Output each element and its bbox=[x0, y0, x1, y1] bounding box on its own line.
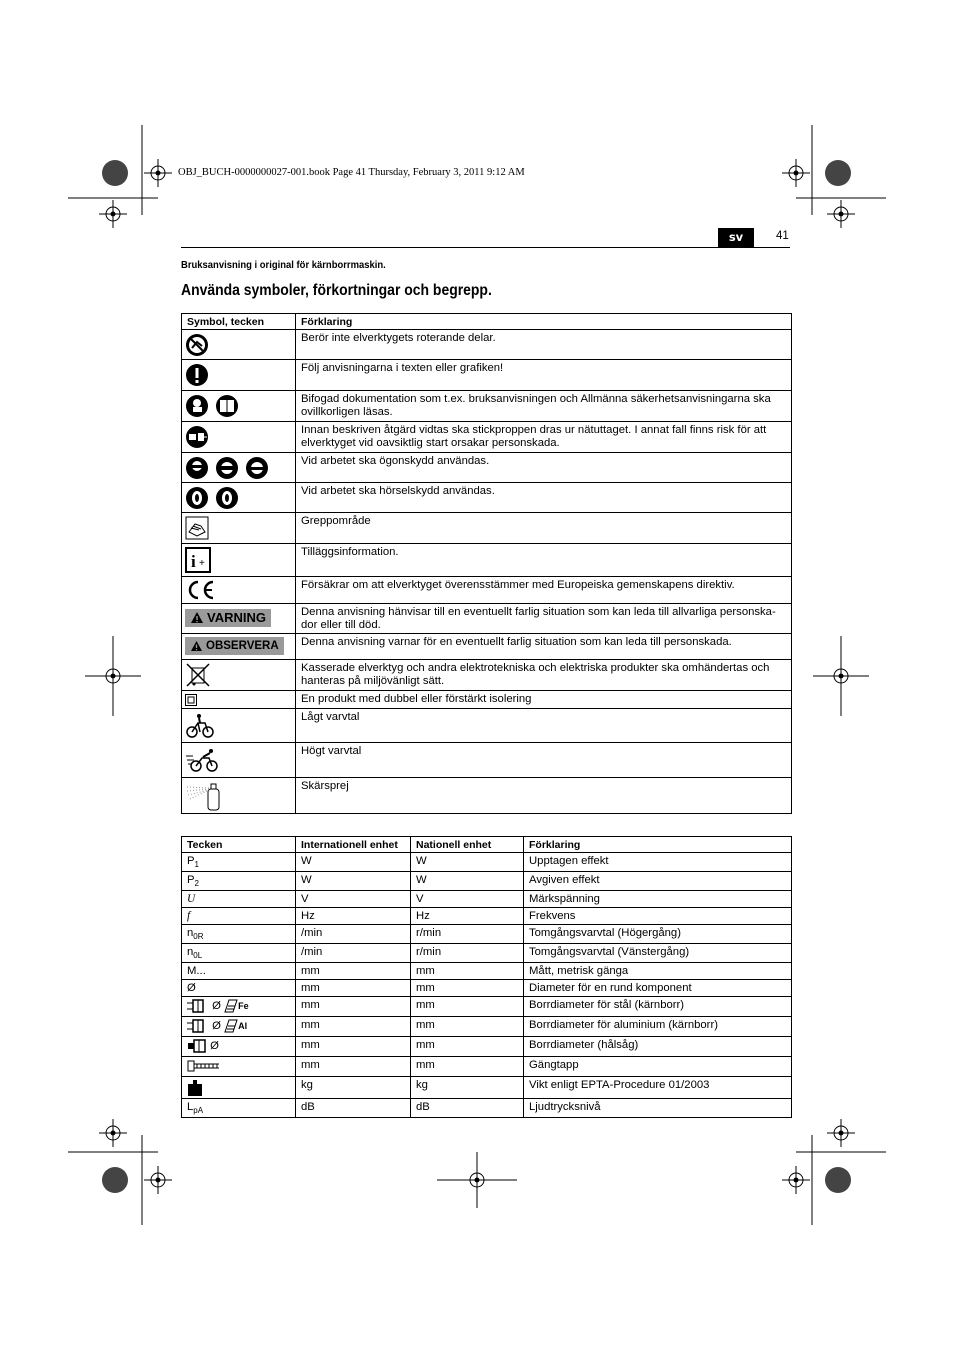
national-unit: kg bbox=[411, 1077, 524, 1099]
symbol-description: Greppområde bbox=[296, 513, 792, 544]
table-row bbox=[182, 709, 792, 743]
sign-subscript: 0R bbox=[193, 932, 204, 941]
sign: P bbox=[187, 874, 195, 886]
table-row bbox=[182, 944, 792, 963]
table-row bbox=[182, 743, 792, 778]
core-bit-icon bbox=[187, 999, 209, 1013]
unit-description: Upptagen effekt bbox=[524, 853, 792, 872]
symbol-description: Försäkrar om att elverktyget överensstämmer med Europeiska gemenskapens direktiv. bbox=[296, 577, 792, 604]
table-row bbox=[182, 778, 792, 814]
intl-unit: Hz bbox=[296, 908, 411, 925]
intl-unit: W bbox=[296, 853, 411, 872]
unit-description: Tomgångsvarvtal (Vänstergång) bbox=[524, 944, 792, 963]
unit-description: Borrdiameter (hålsåg) bbox=[524, 1037, 792, 1057]
intl-unit: mm bbox=[296, 1017, 411, 1037]
print-info: OBJ_BUCH-0000000027-001.book Page 41 Thursday, February 3, 2011 9:12 AM bbox=[178, 167, 525, 178]
unit-description: Borrdiameter för aluminium (kärnborr) bbox=[524, 1017, 792, 1037]
unit-description: Avgiven effekt bbox=[524, 872, 792, 891]
page-number: 41 bbox=[776, 230, 789, 242]
national-unit: mm bbox=[411, 1037, 524, 1057]
warning-label bbox=[185, 609, 271, 627]
table-row bbox=[182, 660, 792, 691]
symbol-description: Kasserade elverktyg och andra elektrotekniska och elektriska produkter ska omhändertas och hanteras på miljövänligt sätt. bbox=[296, 660, 792, 691]
table-row bbox=[182, 925, 792, 944]
column-header: Nationell enhet bbox=[411, 837, 524, 853]
national-unit: W bbox=[411, 872, 524, 891]
sign: P bbox=[187, 855, 195, 867]
unit-description: Frekvens bbox=[524, 908, 792, 925]
intl-unit: kg bbox=[296, 1077, 411, 1099]
unplug-icon bbox=[185, 425, 209, 449]
national-unit: mm bbox=[411, 1057, 524, 1077]
ear-protection-icon bbox=[185, 486, 241, 510]
document-subtitle: Bruksanvisning i original för kärnborrmaskin. bbox=[181, 259, 386, 271]
sign-subscript: 2 bbox=[194, 879, 199, 888]
national-unit: mm bbox=[411, 963, 524, 980]
intl-unit: dB bbox=[296, 1099, 411, 1118]
symbol-description: Denna anvisning varnar för en eventuellt farlig situation som kan leda till personskada. bbox=[296, 634, 792, 660]
unit-description: Diameter för en rund komponent bbox=[524, 980, 792, 997]
slow-bicycle-icon bbox=[185, 713, 215, 739]
table-row bbox=[182, 872, 792, 891]
national-unit: mm bbox=[411, 1017, 524, 1037]
column-header: Förklaring bbox=[296, 314, 792, 330]
table-row bbox=[182, 422, 792, 453]
table-row bbox=[182, 1057, 792, 1077]
caution-label-text: OBSERVERA bbox=[206, 639, 279, 652]
section-title: Använda symboler, förkortningar och begrepp. bbox=[181, 282, 492, 299]
unit-description: Ljudtrycksnivå bbox=[524, 1099, 792, 1118]
intl-unit: W bbox=[296, 872, 411, 891]
language-tab: sv bbox=[718, 228, 754, 247]
sign: Ø bbox=[212, 1019, 221, 1032]
core-bit-icon bbox=[187, 1019, 209, 1033]
sign: n bbox=[187, 927, 194, 939]
sign-subscript: pA bbox=[193, 1106, 204, 1115]
weight-icon bbox=[187, 1079, 203, 1097]
table-header-row bbox=[182, 314, 792, 330]
symbol-description: Vid arbetet ska ögonskydd användas. bbox=[296, 453, 792, 483]
grip-area-icon bbox=[185, 516, 209, 540]
intl-unit: /min bbox=[296, 925, 411, 944]
read-manual-icon bbox=[185, 394, 241, 418]
table-row bbox=[182, 963, 792, 980]
column-header: Internationell enhet bbox=[296, 837, 411, 853]
national-unit: r/min bbox=[411, 944, 524, 963]
svg-text:+: + bbox=[199, 558, 205, 569]
table-row bbox=[182, 604, 792, 634]
symbol-description: Denna anvisning hänvisar till en eventuellt farlig situation som kan leda till allvarliga personska-dor eller till död. bbox=[296, 604, 792, 634]
table-row bbox=[182, 691, 792, 709]
info-icon bbox=[185, 547, 211, 573]
aluminium-material-icon bbox=[224, 1019, 238, 1033]
intl-unit: V bbox=[296, 891, 411, 908]
tap-icon bbox=[187, 1059, 221, 1073]
symbol-description: Vid arbetet ska hörselskydd användas. bbox=[296, 483, 792, 513]
sign: f bbox=[187, 910, 191, 922]
table-row bbox=[182, 980, 792, 997]
symbol-description: Följ anvisningarna i texten eller grafiken! bbox=[296, 360, 792, 391]
national-unit: Hz bbox=[411, 908, 524, 925]
fast-bicycle-icon bbox=[185, 747, 219, 773]
symbol-description: En produkt med dubbel eller förstärkt isolering bbox=[296, 691, 792, 709]
table-row bbox=[182, 634, 792, 660]
sign: Ø bbox=[212, 999, 221, 1012]
steel-material-icon bbox=[224, 999, 238, 1013]
table-row bbox=[182, 577, 792, 604]
material-label: Al bbox=[238, 1020, 248, 1031]
unit-description: Vikt enligt EPTA-Procedure 01/2003 bbox=[524, 1077, 792, 1099]
symbol-description: Skärsprej bbox=[296, 778, 792, 814]
table-row bbox=[182, 997, 792, 1017]
warning-triangle-icon bbox=[190, 640, 203, 652]
unit-description: Märkspänning bbox=[524, 891, 792, 908]
table-row bbox=[182, 1017, 792, 1037]
unit-description: Mått, metrisk gänga bbox=[524, 963, 792, 980]
sign: Ø bbox=[210, 1039, 219, 1052]
symbol-description: Tilläggsinformation. bbox=[296, 544, 792, 577]
national-unit: V bbox=[411, 891, 524, 908]
intl-unit: /min bbox=[296, 944, 411, 963]
table-row bbox=[182, 544, 792, 577]
national-unit: W bbox=[411, 853, 524, 872]
table-row bbox=[182, 330, 792, 360]
table-row bbox=[182, 483, 792, 513]
material-label: Fe bbox=[238, 1000, 249, 1011]
warning-label-text: VARNING bbox=[207, 610, 266, 626]
national-unit: mm bbox=[411, 997, 524, 1017]
sign-subscript: 0L bbox=[193, 951, 203, 960]
unit-description: Borrdiameter för stål (kärnborr) bbox=[524, 997, 792, 1017]
intl-unit: mm bbox=[296, 997, 411, 1017]
symbol-description: Berör inte elverktygets roterande delar. bbox=[296, 330, 792, 360]
rotating-parts-prohibited-icon bbox=[185, 333, 209, 357]
caution-label bbox=[185, 637, 284, 655]
table-row bbox=[182, 360, 792, 391]
sign: n bbox=[187, 946, 194, 958]
table-header-row bbox=[182, 837, 792, 853]
column-header: Tecken bbox=[182, 837, 296, 853]
svg-text:i: i bbox=[191, 552, 196, 571]
symbol-description: Högt varvtal bbox=[296, 743, 792, 778]
weee-bin-icon bbox=[185, 662, 211, 688]
table-row bbox=[182, 513, 792, 544]
table-row bbox=[182, 1037, 792, 1057]
sign-subscript: 1 bbox=[194, 860, 199, 869]
national-unit: dB bbox=[411, 1099, 524, 1118]
hole-saw-icon bbox=[187, 1039, 207, 1053]
symbol-description: Innan beskriven åtgärd vidtas ska stickproppen dras ur nätuttaget. I annat fall finns risk för att elverktyget vid oavsiktlig start orsakar personskada. bbox=[296, 422, 792, 453]
eye-protection-icon bbox=[185, 456, 269, 480]
unit-description: Tomgångsvarvtal (Högergång) bbox=[524, 925, 792, 944]
table-row bbox=[182, 453, 792, 483]
symbol-description: Lågt varvtal bbox=[296, 709, 792, 743]
national-unit: mm bbox=[411, 980, 524, 997]
intl-unit: mm bbox=[296, 1037, 411, 1057]
intl-unit: mm bbox=[296, 1057, 411, 1077]
column-header: Förklaring bbox=[524, 837, 792, 853]
ce-mark-icon bbox=[185, 579, 217, 601]
table-row bbox=[182, 908, 792, 925]
units-table bbox=[181, 836, 792, 1118]
table-row bbox=[182, 891, 792, 908]
warning-triangle-icon bbox=[190, 611, 204, 624]
spray-can-icon bbox=[185, 781, 225, 811]
table-row bbox=[182, 853, 792, 872]
exclamation-icon bbox=[185, 363, 209, 387]
sign: U bbox=[187, 893, 196, 905]
sign: M... bbox=[182, 963, 296, 980]
intl-unit: mm bbox=[296, 963, 411, 980]
table-row bbox=[182, 391, 792, 422]
sign: L bbox=[187, 1101, 194, 1113]
intl-unit: mm bbox=[296, 980, 411, 997]
symbols-table bbox=[181, 313, 792, 814]
double-insulation-icon bbox=[185, 694, 197, 706]
column-header: Symbol, tecken bbox=[182, 314, 296, 330]
sign: Ø bbox=[182, 980, 296, 997]
unit-description: Gängtapp bbox=[524, 1057, 792, 1077]
table-row bbox=[182, 1099, 792, 1118]
header-rule bbox=[181, 247, 790, 248]
national-unit: r/min bbox=[411, 925, 524, 944]
table-row bbox=[182, 1077, 792, 1099]
symbol-description: Bifogad dokumentation som t.ex. bruksanvisningen och Allmänna säkerhetsanvisningarna ska ovillkorligen läsas. bbox=[296, 391, 792, 422]
